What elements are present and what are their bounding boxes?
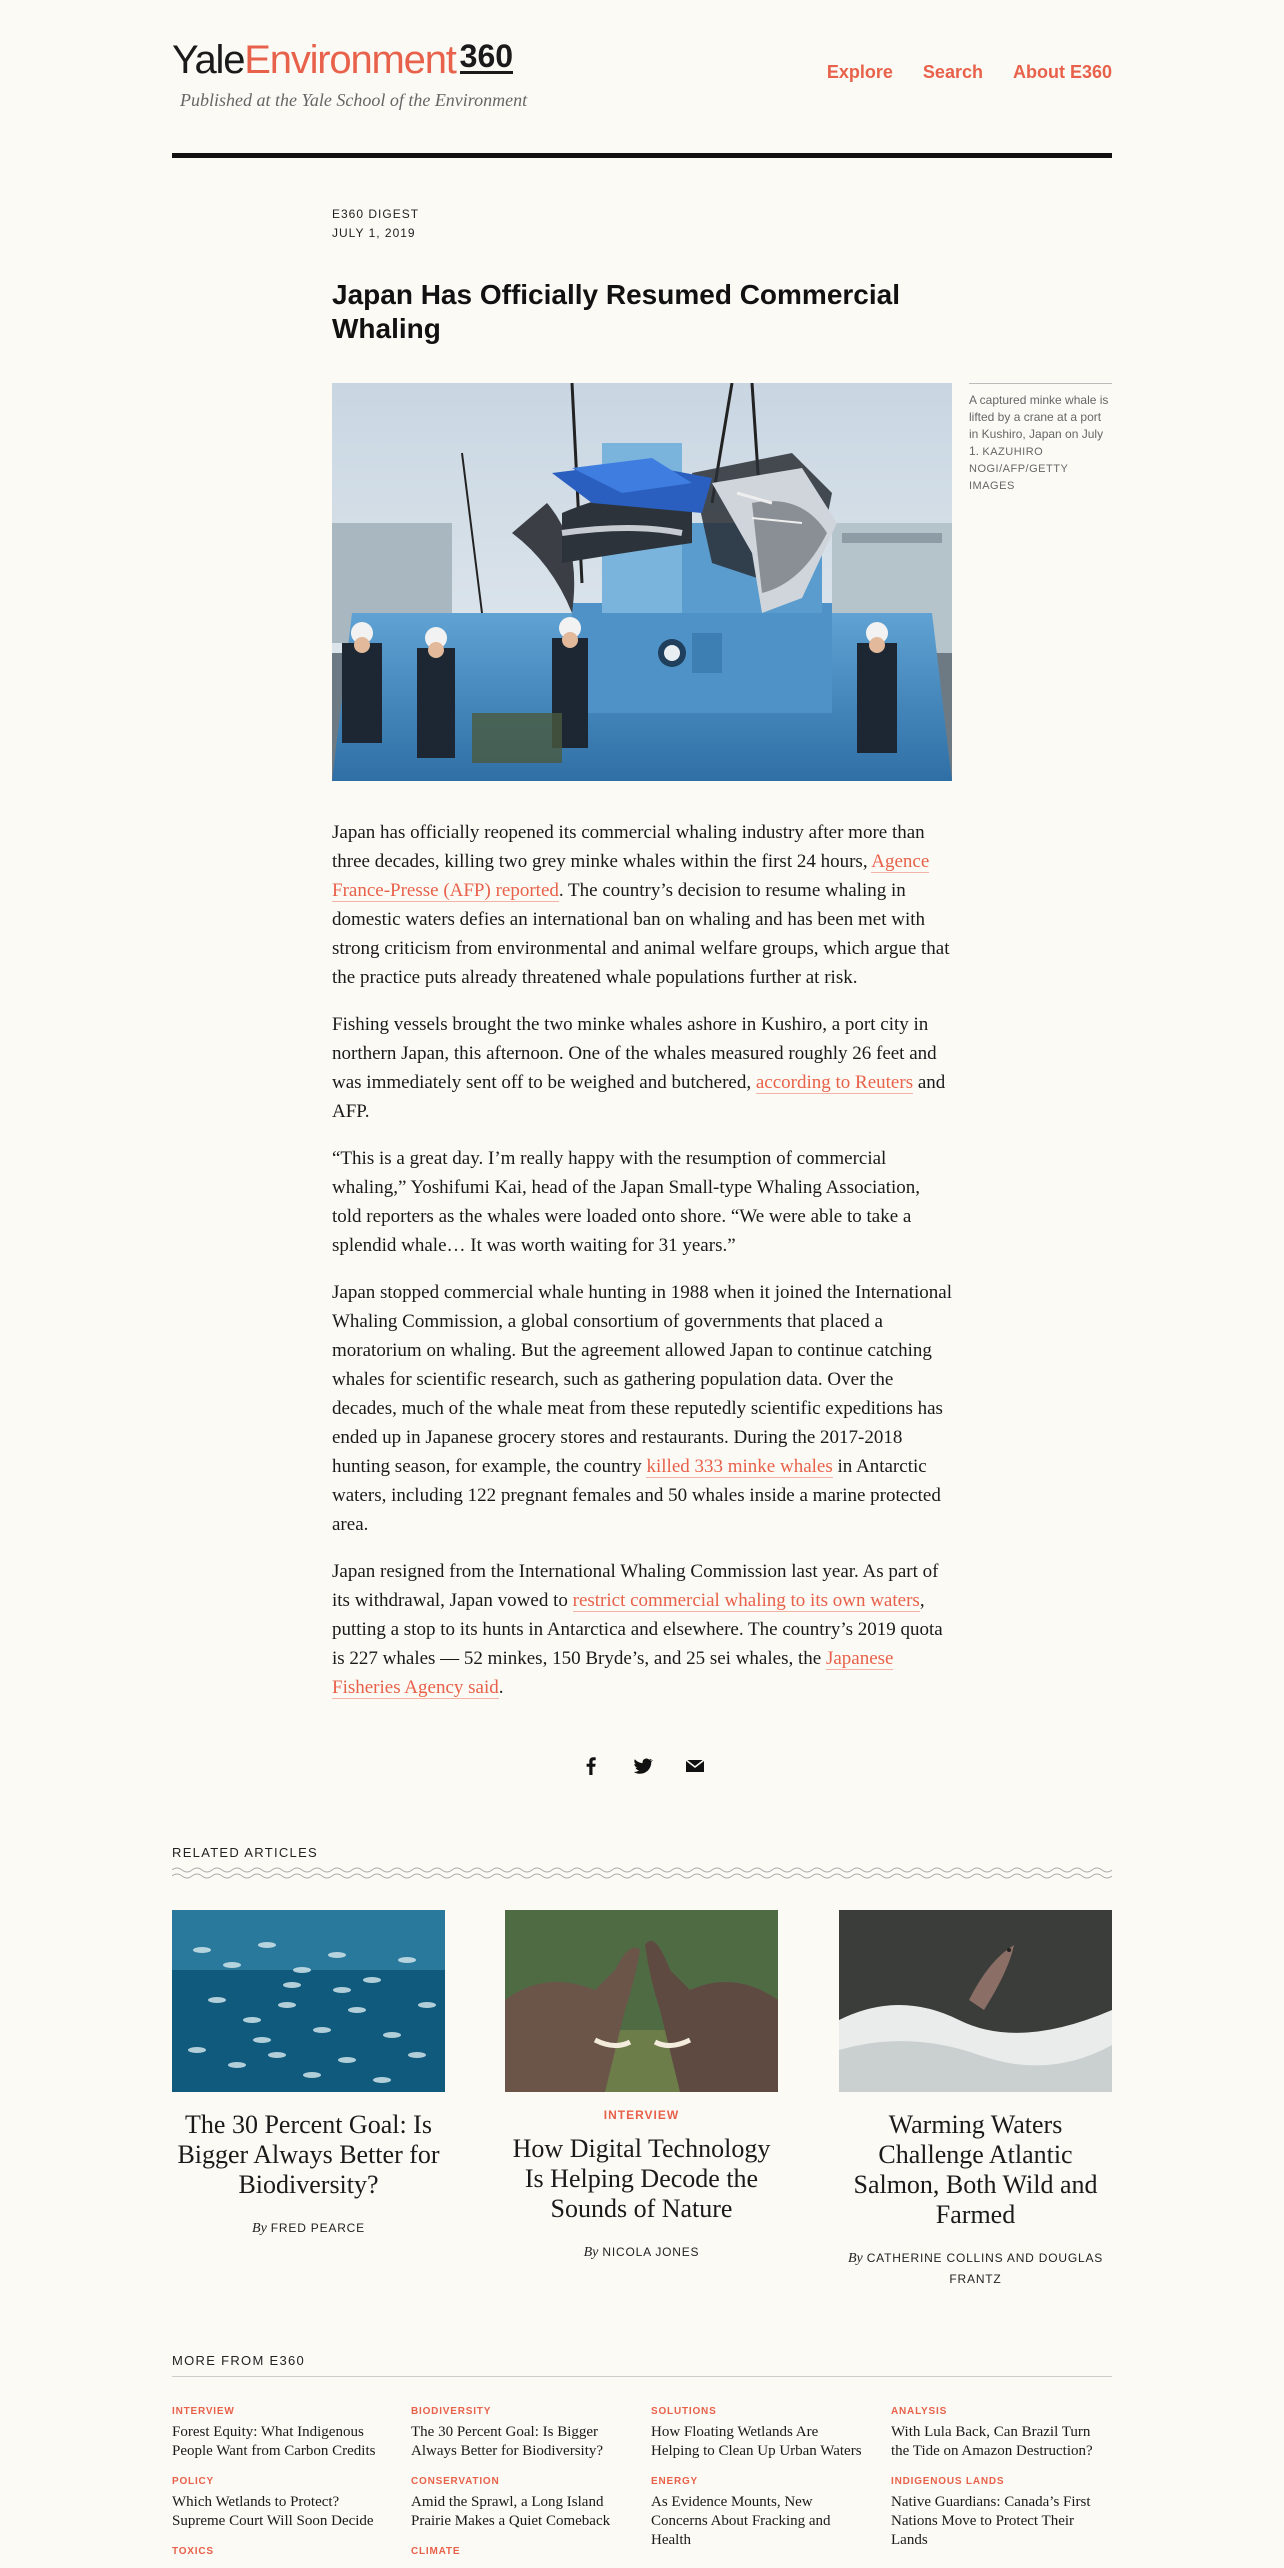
paragraph: Japan has officially reopened its commercial whaling industry after more than three decades, killing two grey minke whales within the first 24 hours, Agence France-Presse (AFP) reported. The country’s decision to resume whaling in domestic waters defies an international ban on whaling and has been met with strong criticism from environmental and animal welfare groups, which argue that the practice puts already threatened whale populations further at risk. <box>332 822 950 988</box>
caption-text: A captured minke whale is lifted by a crane at a port in Kushiro, Japan on July 1. <box>969 393 1109 458</box>
logo-environment: Environment <box>244 38 456 82</box>
card-title[interactable]: The 30 Percent Goal: Is Bigger Always Better for Biodiversity? <box>177 2110 440 2199</box>
paragraph: Japan resigned from the International Whaling Commission last year. As part of its withdrawal, Japan vowed to restrict commercial whaling to its own waters, putting a stop to its hunts in Antarctica and elsewhere. The country’s 2019 quota is 227 whales — 52 minkes, 150 Bryde’s, and 25 sei whales, the Japanese Fisheries Agency said. <box>332 1561 943 1698</box>
logo-360: 360 <box>459 38 514 74</box>
more-item[interactable]: TOXICS <box>172 2546 214 2557</box>
link-restrict-whaling[interactable]: restrict commercial whaling to its own waters <box>572 1590 920 1611</box>
article-meta <box>332 205 419 243</box>
more-item[interactable]: CONSERVATION Amid the Sprawl, a Long Island Prairie Makes a Quiet Comeback <box>411 2476 611 2529</box>
paragraph: “This is a great day. I’m really happy with the resumption of commercial whaling,” Yoshifumi Kai, head of the Japan Small-type Whaling Association, told reporters as the whales were loaded onto shore. “We were able to take a splendid whale… It was worth waiting for 31 years.” <box>332 1148 921 1256</box>
main-nav <box>827 62 1112 83</box>
related-card-2[interactable] <box>505 1910 778 2263</box>
divider <box>172 2376 1112 2377</box>
logo-yale: Yale <box>172 38 245 82</box>
paragraph: Japan stopped commercial whale hunting in 1988 when it joined the International Whaling Commission, a global consortium of governments that placed a moratorium on whaling. But the agreement allowed Japan to continue catching whales for scientific research, such as gathering population data. Over the decades, much of the whale meat from these reputedly scientific expeditions has ended up in Japanese grocery stores and restaurants. During the 2017-2018 hunting season, for example, the country killed 333 minke whales in Antarctic waters, including 122 pregnant females and 50 whales inside a marine protected area. <box>332 1282 952 1535</box>
more-from-label: MORE FROM E360 <box>172 2353 306 2368</box>
related-articles-label: RELATED ARTICLES <box>172 1845 319 1860</box>
paragraph: Fishing vessels brought the two minke whales ashore in Kushiro, a port city in northern Japan, this afternoon. One of the whales measured roughly 26 feet and was immediately sent off to be weighed and butchered, according to Reuters and AFP. <box>332 1014 946 1122</box>
card-byline: By FRED PEARCE <box>252 2221 365 2236</box>
nav-about[interactable]: About E360 <box>1012 62 1112 82</box>
card-image-fish-school[interactable] <box>172 1910 445 2092</box>
related-card-3[interactable] <box>839 1910 1112 2289</box>
wavy-divider <box>172 1865 1112 1881</box>
link-killed-minke[interactable]: killed 333 minke whales <box>646 1456 833 1477</box>
facebook-icon[interactable] <box>580 1755 602 1777</box>
more-item[interactable]: SOLUTIONS How Floating Wetlands Are Helping to Clean Up Urban Waters <box>651 2406 862 2459</box>
more-item[interactable]: ENERGY As Evidence Mounts, New Concerns About Fracking and Health <box>651 2476 831 2548</box>
more-column-1 <box>172 2405 387 2568</box>
link-reuters[interactable]: according to Reuters <box>755 1072 914 1093</box>
article-date: JULY 1, 2019 <box>332 226 416 240</box>
card-byline: By CATHERINE COLLINS AND DOUGLAS FRANTZ <box>847 2251 1104 2286</box>
card-image-salmon[interactable] <box>839 1910 1112 2092</box>
card-title[interactable]: Warming Waters Challenge Atlantic Salmon, Both Wild and Farmed <box>853 2110 1098 2229</box>
site-tagline: Published at the Yale School of the Environment <box>180 90 528 110</box>
more-column-2 <box>411 2405 626 2568</box>
article-section[interactable]: E360 DIGEST <box>332 207 420 221</box>
article-body <box>332 818 954 1720</box>
more-item[interactable]: INDIGENOUS LANDS Native Guardians: Canada’s First Nations Move to Protect Their Lands <box>891 2476 1091 2548</box>
email-icon[interactable] <box>684 1755 706 1777</box>
related-card-1[interactable] <box>172 1910 445 2239</box>
nav-explore[interactable]: Explore <box>826 62 893 82</box>
article-title: Japan Has Officially Resumed Commercial Whaling <box>332 279 900 344</box>
card-tag[interactable]: INTERVIEW <box>603 2108 680 2122</box>
hero-caption <box>969 383 1112 494</box>
more-item[interactable]: BIODIVERSITY The 30 Percent Goal: Is Bigger Always Better for Biodiversity? <box>411 2406 604 2459</box>
site-logo[interactable] <box>172 34 513 86</box>
site-header <box>172 30 1112 158</box>
share-bar <box>580 1755 706 1777</box>
link-fisheries-agency[interactable]: Japanese Fisheries Agency said <box>332 1648 894 1698</box>
link-afp-report[interactable]: Agence France-Presse (AFP) reported <box>332 851 930 901</box>
twitter-icon[interactable] <box>632 1755 654 1777</box>
card-image-elephants[interactable] <box>505 1910 778 2092</box>
more-item[interactable]: INTERVIEW Forest Equity: What Indigenous People Want from Carbon Credits <box>172 2406 376 2459</box>
more-column-3 <box>651 2405 866 2564</box>
more-item[interactable]: POLICY Which Wetlands to Protect? Supreme Court Will Soon Decide <box>172 2476 374 2529</box>
card-title[interactable]: How Digital Technology Is Helping Decode the Sounds of Nature <box>512 2134 771 2223</box>
caption-credit: KAZUHIRO NOGI/AFP/GETTY IMAGES <box>969 446 1069 492</box>
more-item[interactable]: ANALYSIS With Lula Back, Can Brazil Turn the Tide on Amazon Destruction? <box>891 2406 1093 2459</box>
card-byline: By NICOLA JONES <box>583 2245 700 2260</box>
more-column-4 <box>891 2405 1106 2564</box>
nav-search[interactable]: Search <box>922 62 983 82</box>
more-item[interactable]: CLIMATE <box>411 2546 461 2557</box>
hero-image-whale-on-boat <box>332 383 952 781</box>
